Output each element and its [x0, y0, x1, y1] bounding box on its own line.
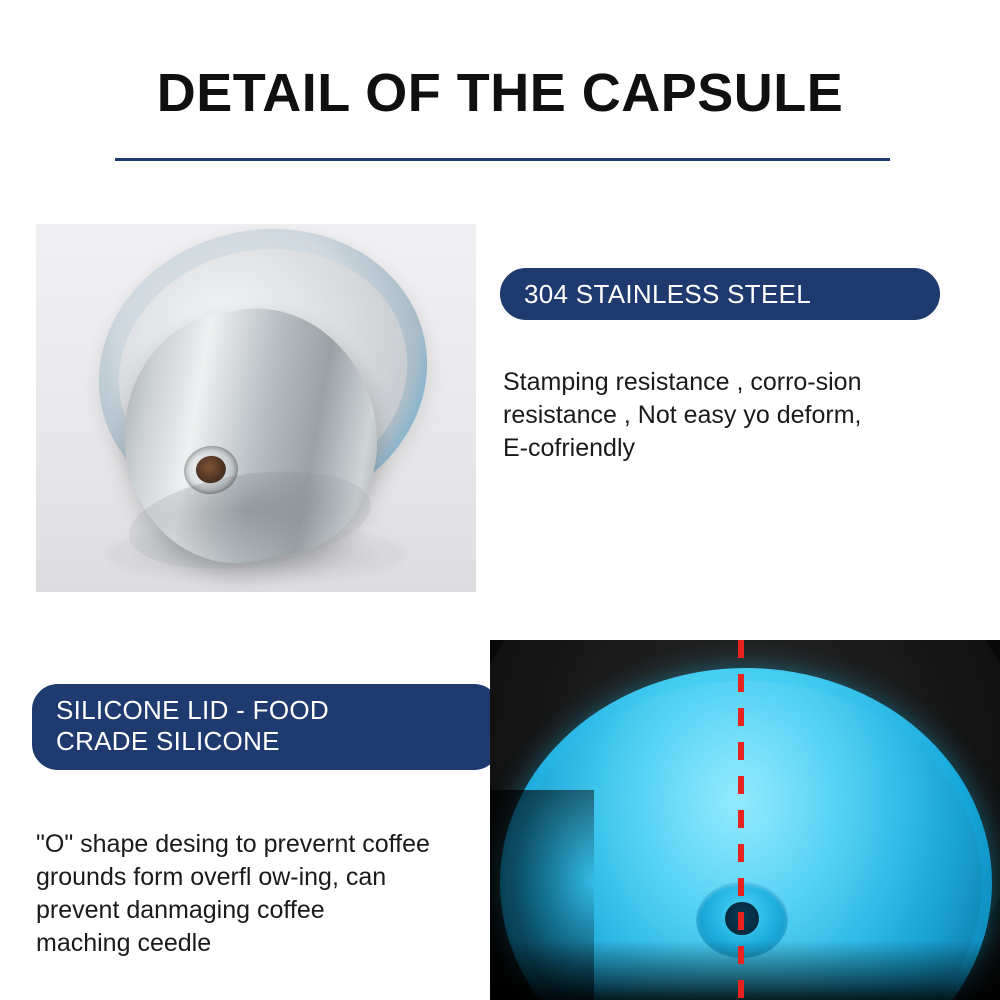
- description-line: Stamping resistance , corro-sion: [503, 368, 862, 396]
- capsule-outlet-core: [194, 453, 229, 486]
- description-line: resistance , Not easy yo deform,: [503, 401, 862, 429]
- red-dashed-centerline: [738, 640, 744, 1000]
- badge-silicone-lid-label-line: SILICONE LID - FOOD: [56, 695, 329, 725]
- badge-stainless-steel-label: 304 STAINLESS STEEL: [524, 278, 812, 309]
- description-line: prevent danmaging coffee: [36, 896, 325, 924]
- badge-stainless-steel: [500, 268, 940, 320]
- silicone-lid-description: [36, 828, 506, 960]
- stainless-steel-description: [503, 366, 953, 465]
- badge-silicone-lid-label-line: CRADE SILICONE: [56, 725, 280, 756]
- description-line: maching ceedle: [36, 929, 212, 957]
- stainless-steel-capsule-photo: [36, 224, 476, 592]
- silicone-lid-photo: [490, 640, 1000, 1000]
- page-title: DETAIL OF THE CAPSULE: [156, 63, 844, 123]
- description-line: "O" shape desing to prevernt coffee: [36, 830, 430, 858]
- description-line: E-cofriendly: [503, 434, 635, 462]
- photo-bottom-vignette: [490, 940, 1000, 1000]
- description-line: grounds form overfl ow-ing, can: [36, 863, 387, 891]
- badge-silicone-lid: [32, 684, 500, 770]
- title-divider: [115, 158, 890, 161]
